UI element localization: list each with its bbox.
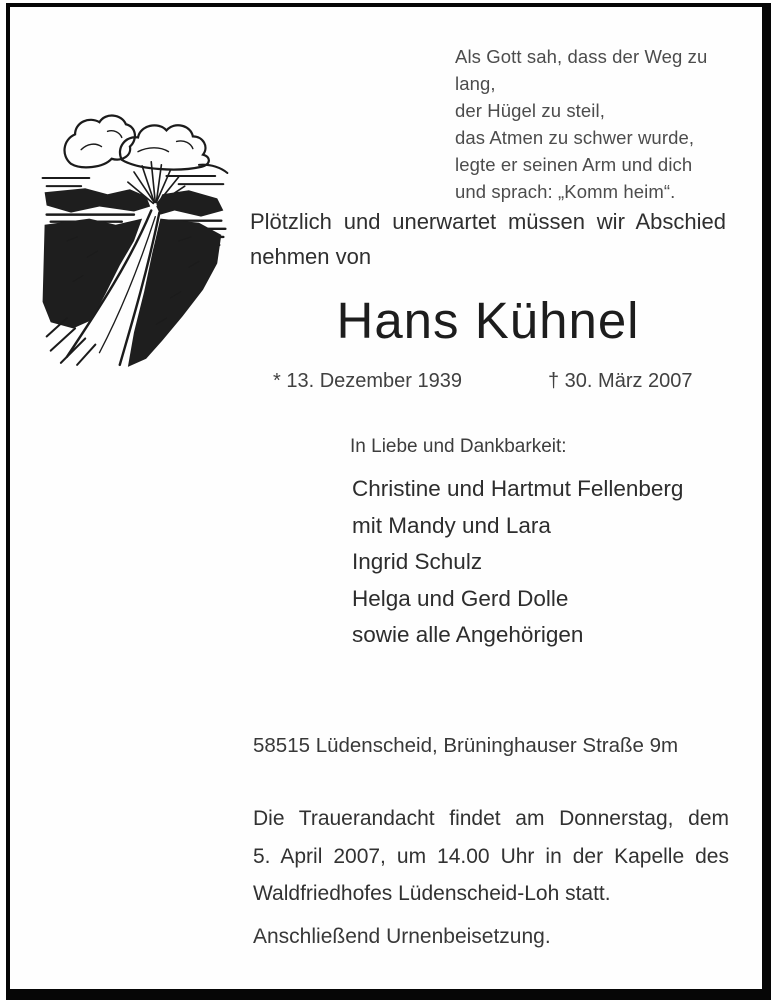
mourners-list (352, 471, 683, 654)
poem (455, 43, 745, 205)
mourner-line: mit Mandy und Lara (352, 512, 551, 538)
poem-line: legte er seinen Arm und dich (455, 154, 693, 175)
intro-line: Plötzlich und unerwartet müssen wir Abschied (250, 209, 726, 234)
service-line: Die Trauerandacht findet am Donnerstag, dem (253, 807, 729, 830)
mourner-line: Christine und Hartmut Fellenberg (352, 476, 684, 501)
intro-paragraph (250, 204, 726, 274)
birth-date: * 13. Dezember 1939 (273, 370, 463, 392)
service-line: Waldfriedhofes Lüdenscheid-Loh statt. (253, 882, 611, 905)
deceased-name: Hans Kühnel (336, 292, 640, 349)
poem-line: Als Gott sah, dass der Weg zu lang, (455, 46, 708, 94)
landscape-sketch-illustration (36, 109, 236, 373)
mourner-line: Helga und Gerd Dolle (352, 585, 569, 611)
intro-line: nehmen von (250, 244, 372, 269)
closing-line: Anschließend Urnenbeisetzung. (253, 925, 551, 948)
service-paragraph (253, 800, 729, 913)
address-line: 58515 Lüdenscheid, Brüninghauser Straße 9m (253, 734, 679, 757)
mourner-line: sowie alle Angehörigen (352, 622, 584, 648)
poem-line: das Atmen zu schwer wurde, (455, 127, 695, 148)
mourner-line: Ingrid Schulz (352, 549, 483, 575)
service-line: 5. April 2007, um 14.00 Uhr in der Kapelle des (253, 844, 729, 868)
clipping-border-frame (6, 3, 771, 1000)
dedication-line: In Liebe und Dankbarkeit: (350, 436, 567, 457)
death-date: † 30. März 2007 (548, 370, 693, 392)
poem-line: der Hügel zu steil, (455, 100, 605, 121)
poem-line: und sprach: „Komm heim“. (455, 181, 676, 202)
